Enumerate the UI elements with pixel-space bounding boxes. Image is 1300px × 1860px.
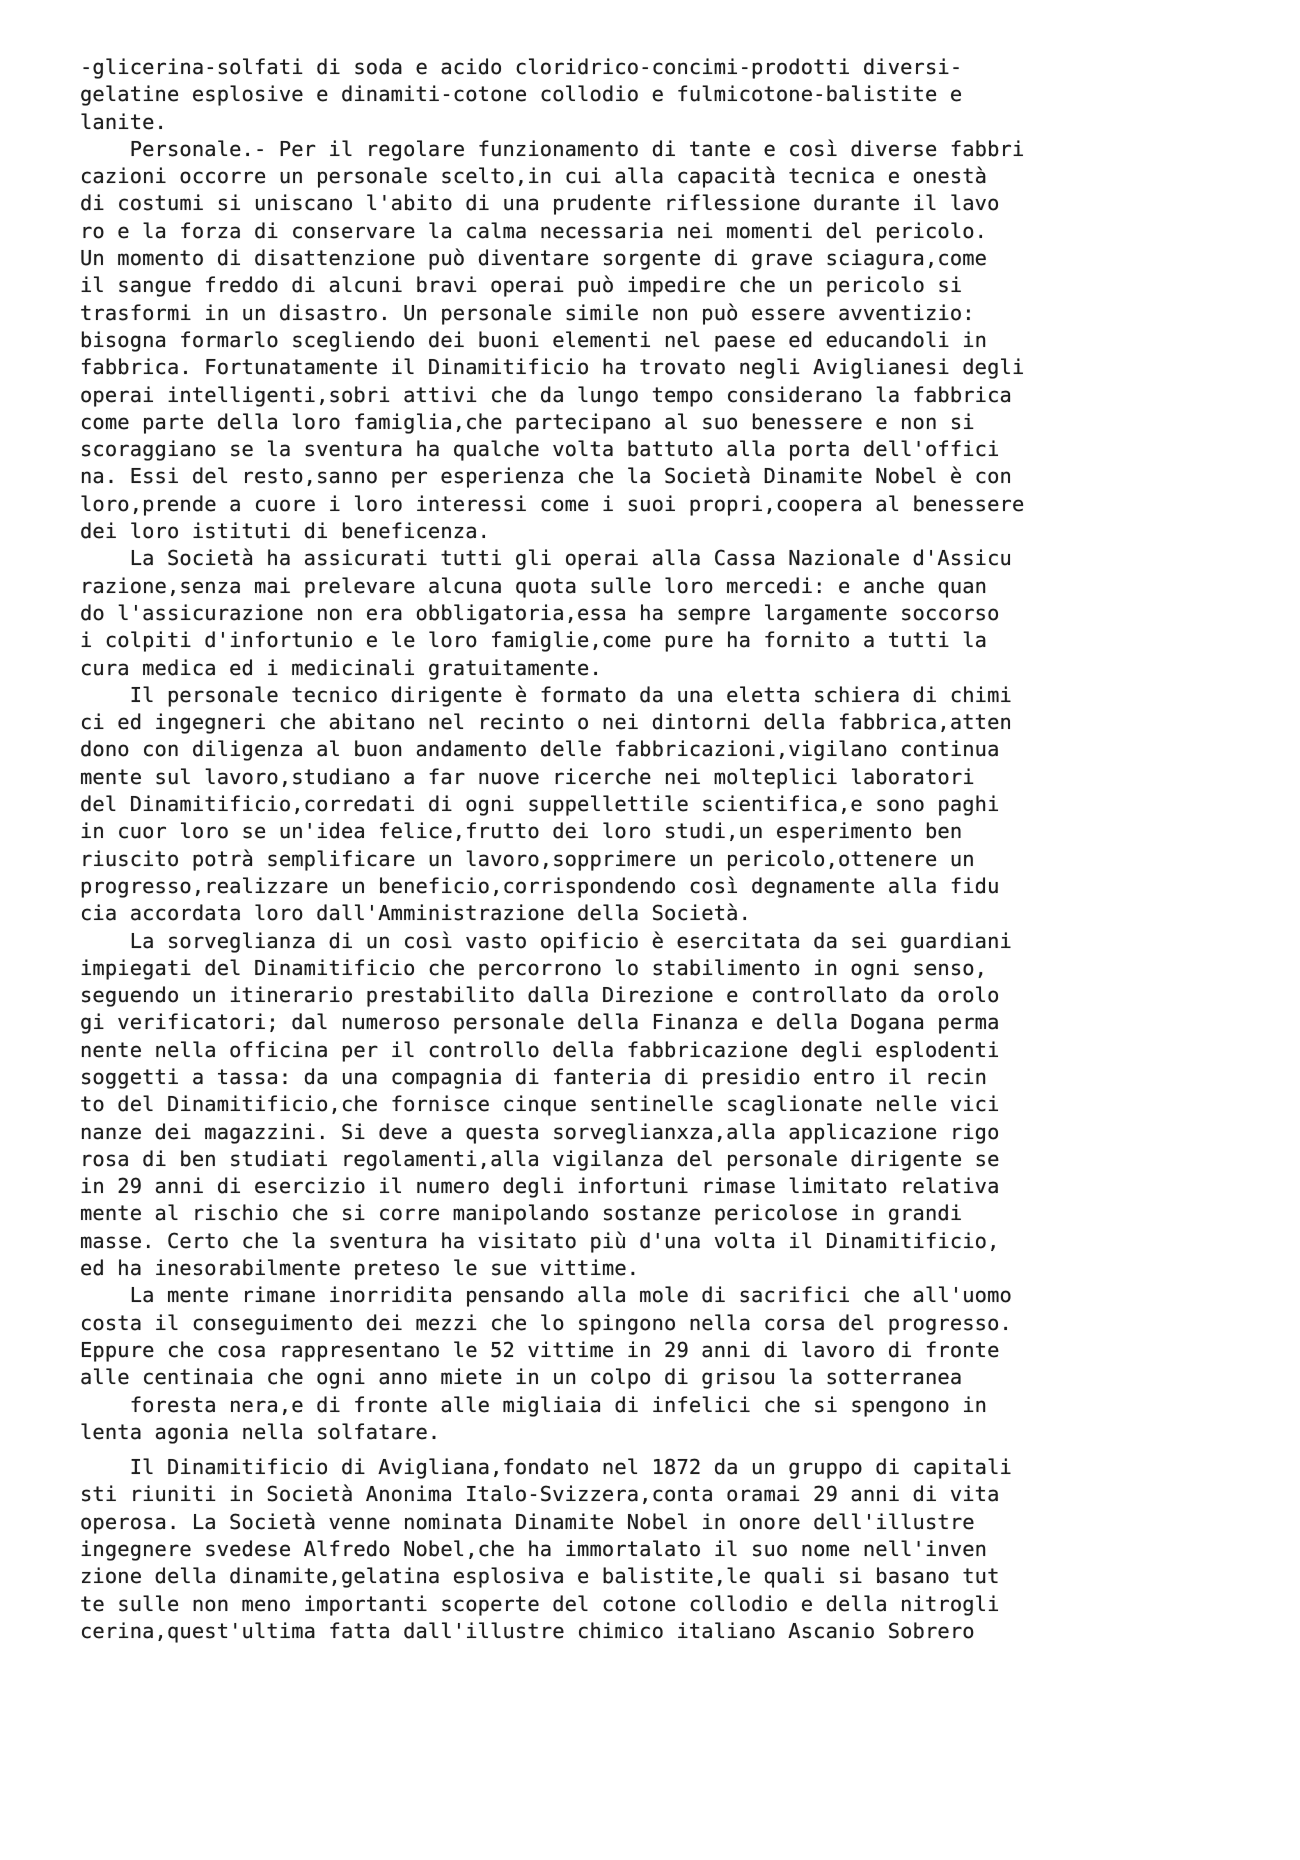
text-block-continuation: -glicerina-solfati di soda e acido cloridrico-concimi-prodotti diversi- gelatine esplosive e dinamiti-cotone collodio e fulmicotone-balistite e lanite. — [80, 55, 963, 134]
text-block-dinamitificio: Il Dinamitificio di Avigliana,fondato nel 1872 da un gruppo di capitali sti riuniti in Società Anonima Italo-Svizzera,conta oramai 29 anni di vita operosa. La Società venne nominata Dinamite Nobel in onore dell'illustre ingegnere svedese Alfredo Nobel,che ha immortalato il suo nome nell'inven zione della dinamite,gelatina esplosiva e balistite,le quali si basano tut te sulle non meno importanti scoperte del cotone collodio e della nitrogli cerina,quest'ultima fatta dall'illustre chimico italiano Ascanio Sobrero — [80, 1455, 1012, 1643]
text-block-personale: Personale.- Per il regolare funzionamento di tante e così diverse fabbri cazioni occorre un personale scelto,in cui alla capacità tecnica e onestà di costumi si uniscano l'abito di una prudente riflessione durante il lavo ro e la forza di conservare la calma necessaria nei momenti del pericolo. Un momento di disattenzione può diventare sorgente di grave sciagura,come il sangue freddo di alcuni bravi operai può impedire che un pericolo si trasformi in un disastro. Un personale simile non può essere avventizio: bisogna formarlo scegliendo dei buoni elementi nel paese ed educandoli in fabbrica. Fortunatamente il Dinamitificio ha trovato negli Aviglianesi degli operai intelligenti,sobri attivi che da lungo tempo considerano la fabbrica come parte della loro famiglia,che partecipano al suo benessere e non si scoraggiano se la sventura ha qualche volta battuto alla porta dell'offici na. Essi del resto,sanno per esperienza che la Società Dinamite Nobel è con loro,prende a cuore i loro interessi come i suoi propri,coopera al benessere dei loro istituti di beneficenza. La Società ha assicurati tutti gli operai alla Cassa Nazionale d'Assicu razione,senza mai prelevare alcuna quota sulle loro mercedi: e anche quan do l'assicurazione non era obbligatoria,essa ha sempre largamente soccorso i colpiti d'infortunio e le loro famiglie,come pure ha fornito a tutti la cura medica ed i medicinali gratuitamente. Il personale tecnico dirigente è formato da una eletta schiera di chimi ci ed ingegneri che abitano nel recinto o nei dintorni della fabbrica,atten dono con diligenza al buon andamento delle fabbricazioni,vigilano continua mente sul lavoro,studiano a far nuove ricerche nei molteplici laboratori del Dinamitificio,corredati di ogni suppellettile scientifica,e sono paghi in cuor loro se un'idea felice,frutto dei loro studi,un esperimento ben riuscito potrà semplificare un lavoro,sopprimere un pericolo,ottenere un progresso,realizzare un beneficio,corrispondendo così degnamente alla fidu cia accordata loro dall'Amministrazione della Società. La sorveglianza di un così vasto opificio è esercitata da sei guardiani impiegati del Dinamitificio che percorrono lo stabilimento in ogni senso, seguendo un itinerario prestabilito dalla Direzione e controllato da orolo gi verificatori; dal numeroso personale della Finanza e della Dogana perma nente nella officina per il controllo della fabbricazione degli esplodenti soggetti a tassa: da una compagnia di fanteria di presidio entro il recin to del Dinamitificio,che fornisce cinque sentinelle scaglionate nelle vici nanze dei magazzini. Si deve a questa sorveglianxza,alla applicazione rigo rosa di ben studiati regolamenti,alla vigilanza del personale dirigente se in 29 anni di esercizio il numero degli infortuni rimase limitato relativa mente al rischio che si corre manipolando sostanze pericolose in grandi masse. Certo che la sventura ha visitato più d'una volta il Dinamitificio, ed ha inesorabilmente preteso le sue vittime. La mente rimane inorridita pensando alla mole di sacrifici che all'uomo costa il conseguimento dei mezzi che lo spingono nella corsa del progresso. Eppure che cosa rappresentano le 52 vittime in 29 anni di lavoro di fronte alle centinaia che ogni anno miete in un colpo di grisou la sotterranea foresta nera,e di fronte alle migliaia di infelici che si spengono in lenta agonia nella solfatare. — [80, 136, 1025, 1444]
paragraph-gap — [80, 1446, 1240, 1454]
